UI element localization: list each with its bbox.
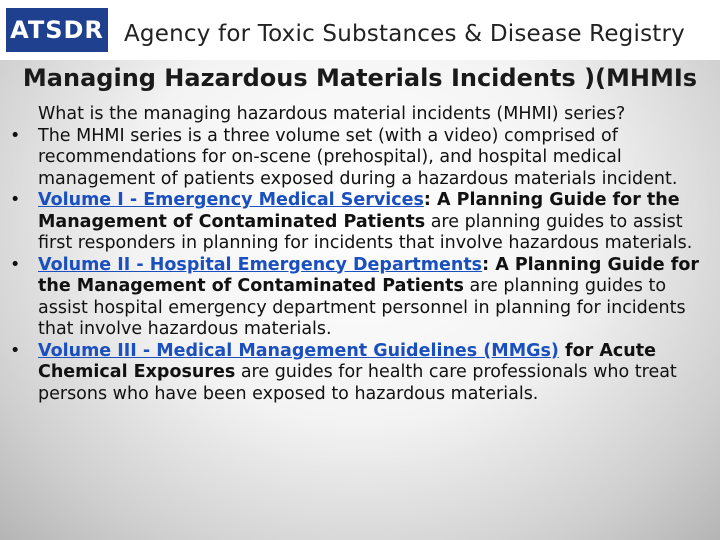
list-item — [10, 190, 710, 255]
bullet-icon: • — [10, 190, 21, 210]
item-bold-text: for Acute Chemical Exposures — [38, 340, 656, 382]
item-text: are guides for health care professionals who treat persons who have been exposed to hazardous materials. — [38, 362, 677, 404]
slide-title: Managing Hazardous Materials Incidents )(MHMIs — [22, 64, 698, 92]
item-text: are planning guides to assist hospital emergency department personnel in planning for incidents that involve hazardous materials. — [38, 276, 686, 339]
item-bold-text: : A Planning Guide for the Management of Contaminated Patients — [38, 254, 700, 296]
item-text: The MHMI series is a three volume set (with a video) comprised of recommendations for on-scene (prehospital), and hospital medical management of patients exposed during a hazardous materials incident. — [38, 125, 678, 189]
bullet-icon: • — [10, 340, 21, 361]
lead-question: What is the managing hazardous material incidents (MHMI) series? — [38, 104, 626, 124]
list-item — [10, 255, 710, 341]
volume-1-link[interactable]: Volume I - Emergency Medical Services — [38, 190, 424, 210]
bullet-icon: • — [10, 254, 21, 275]
bullet-list — [10, 126, 710, 406]
volume-3-link[interactable]: Volume III - Medical Management Guidelines (MMGs) — [38, 340, 559, 361]
agency-name: Agency for Toxic Substances & Disease Registry — [124, 21, 685, 47]
header-banner — [0, 0, 720, 60]
item-text: are planning guides to assist first responders in planning for incidents that involve hazardous materials. — [38, 211, 693, 253]
volume-2-link[interactable]: Volume II - Hospital Emergency Departments — [38, 254, 483, 275]
list-item — [10, 126, 710, 191]
list-item — [10, 341, 710, 406]
item-bold-text: : A Planning Guide for the Management of Contaminated Patients — [38, 190, 680, 232]
atsdr-logo: ATSDR — [6, 8, 108, 52]
bullet-icon: • — [10, 125, 21, 146]
slide-content — [10, 104, 710, 405]
